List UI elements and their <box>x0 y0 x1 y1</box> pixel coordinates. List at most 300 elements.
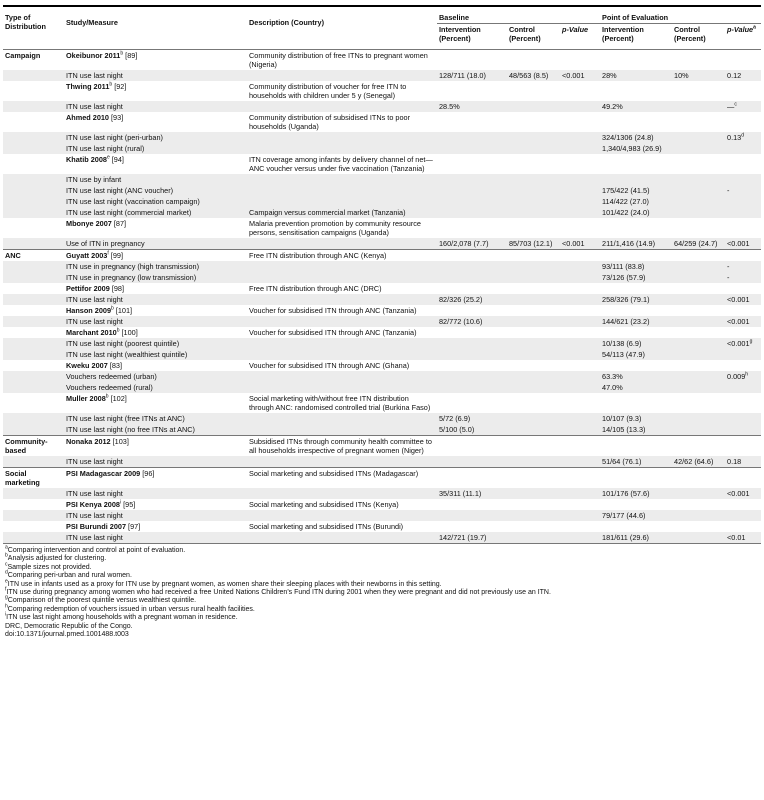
poe-pvalue <box>725 424 761 436</box>
empty-cell <box>560 154 600 174</box>
measure-description <box>247 70 437 81</box>
pvalue-text: <0.001 <box>727 295 750 304</box>
empty-cell <box>725 499 761 510</box>
poe-control: 10% <box>672 70 725 81</box>
empty-cell <box>672 327 725 338</box>
itn-distribution-table <box>3 7 761 543</box>
measure-label: ITN use last night <box>64 532 247 543</box>
study-name <box>64 154 247 174</box>
measure-label: Vouchers redeemed (rural) <box>64 382 247 393</box>
baseline-intervention <box>437 510 507 521</box>
study-name <box>64 393 247 413</box>
empty-cell <box>3 272 64 283</box>
baseline-intervention: 142/721 (19.7) <box>437 532 507 543</box>
study-description: Social marketing with/without free ITN distribution through ANC: randomised controlled trial (Burkina Faso) <box>249 394 431 412</box>
baseline-control <box>507 456 560 468</box>
study-name <box>64 81 247 101</box>
measure-row <box>3 456 761 468</box>
baseline-intervention <box>437 143 507 154</box>
baseline-pvalue <box>560 532 600 543</box>
study-title: Okeibunor 2011 <box>66 51 121 60</box>
baseline-pvalue <box>560 132 600 143</box>
measure-label: ITN use last night (peri-urban) <box>64 132 247 143</box>
footnote-text: Comparison of the poorest quintile versus wealthiest quintile. <box>7 597 197 605</box>
empty-cell <box>600 81 672 101</box>
measure-row <box>3 349 761 360</box>
empty-cell <box>3 261 64 272</box>
pvalue-text: — <box>727 102 735 111</box>
empty-cell <box>437 327 507 338</box>
empty-cell <box>507 154 560 174</box>
study-description: ITN coverage among infants by delivery channel of net—ANC voucher versus under five vaccination (Tanzania) <box>249 155 433 173</box>
empty-cell <box>600 305 672 316</box>
distribution-type <box>3 305 64 316</box>
baseline-intervention: 128/711 (18.0) <box>437 70 507 81</box>
empty-cell <box>507 250 560 262</box>
study-title: Nonaka 2012 <box>66 437 111 446</box>
study-reference: [95] <box>123 500 136 509</box>
study-name <box>64 436 247 457</box>
empty-cell <box>437 112 507 132</box>
empty-cell <box>725 393 761 413</box>
measure-row <box>3 132 761 143</box>
baseline-intervention: 82/772 (10.6) <box>437 316 507 327</box>
poe-pvalue <box>725 532 761 543</box>
measure-description <box>247 261 437 272</box>
baseline-intervention: 35/311 (11.1) <box>437 488 507 499</box>
measure-description <box>247 196 437 207</box>
poe-pvalue <box>725 174 761 185</box>
empty-cell <box>725 305 761 316</box>
study-reference: [101] <box>115 306 133 315</box>
poe-pvalue <box>725 207 761 218</box>
empty-cell <box>507 81 560 101</box>
study-name <box>64 499 247 510</box>
footnote-marker: g <box>5 595 8 602</box>
empty-cell <box>560 250 600 262</box>
measure-row <box>3 532 761 543</box>
baseline-pvalue <box>560 316 600 327</box>
footnote <box>5 578 761 589</box>
study-reference: [97] <box>128 522 141 531</box>
empty-cell <box>3 196 64 207</box>
empty-cell <box>3 316 64 327</box>
baseline-control <box>507 371 560 382</box>
study-name <box>64 468 247 489</box>
pvalue-text: 0.18 <box>727 457 742 466</box>
poe-control <box>672 316 725 327</box>
empty-cell <box>600 393 672 413</box>
study-name <box>64 50 247 71</box>
study-row <box>3 436 761 457</box>
baseline-pvalue <box>560 261 600 272</box>
poe-control <box>672 510 725 521</box>
study-name <box>64 218 247 238</box>
pvalue-text: <0.01 <box>727 533 746 542</box>
empty-cell <box>600 360 672 371</box>
study-title: PSI Madagascar 2009 <box>66 469 141 478</box>
measure-description <box>247 382 437 393</box>
study-row <box>3 305 761 316</box>
poe-intervention: 28% <box>600 70 672 81</box>
footnote <box>5 561 761 572</box>
study-description: Community distribution of free ITNs to pregnant women (Nigeria) <box>247 50 437 71</box>
empty-cell <box>437 283 507 294</box>
empty-cell <box>600 436 672 457</box>
poe-intervention: 93/111 (83.8) <box>600 261 672 272</box>
study-reference: [98] <box>111 284 125 293</box>
footnote-marker: f <box>107 250 109 257</box>
measure-description <box>247 238 437 250</box>
study-name <box>64 305 247 316</box>
footnotes <box>3 544 761 639</box>
footnote-marker: c <box>5 561 8 568</box>
table-body <box>3 50 761 544</box>
baseline-intervention <box>437 272 507 283</box>
baseline-control <box>507 101 560 112</box>
pvalue-text: - <box>727 262 730 271</box>
poe-control <box>672 132 725 143</box>
study-name <box>64 360 247 371</box>
baseline-pvalue <box>560 349 600 360</box>
baseline-intervention <box>437 185 507 196</box>
measure-description: Campaign versus commercial market (Tanzania) <box>247 207 437 218</box>
distribution-type <box>3 154 64 174</box>
footnote-marker: i <box>5 611 7 618</box>
empty-cell <box>725 154 761 174</box>
empty-cell <box>437 250 507 262</box>
empty-cell <box>560 327 600 338</box>
poe-intervention: 101/176 (57.6) <box>600 488 672 499</box>
empty-cell <box>560 112 600 132</box>
footnote-text: doi:10.1371/journal.pmed.1001488.t003 <box>5 631 129 639</box>
empty-cell <box>672 50 725 71</box>
poe-control <box>672 196 725 207</box>
poe-control <box>672 294 725 305</box>
distribution-type <box>3 521 64 532</box>
measure-label: Vouchers redeemed (urban) <box>64 371 247 382</box>
pvalue-text: <0.001 <box>727 317 750 326</box>
measure-row <box>3 238 761 250</box>
baseline-control <box>507 185 560 196</box>
measure-row <box>3 316 761 327</box>
empty-cell <box>600 521 672 532</box>
measure-description <box>247 413 437 424</box>
baseline-control <box>507 174 560 185</box>
empty-cell <box>672 360 725 371</box>
baseline-intervention <box>437 382 507 393</box>
baseline-intervention: 28.5% <box>437 101 507 112</box>
baseline-control: 48/563 (8.5) <box>507 70 560 81</box>
empty-cell <box>672 436 725 457</box>
study-title: PSI Burundi 2007 <box>66 522 127 531</box>
measure-label: ITN use last night (ANC voucher) <box>64 185 247 196</box>
empty-cell <box>3 294 64 305</box>
poe-control <box>672 143 725 154</box>
poe-control <box>672 261 725 272</box>
study-description: Voucher for subsidised ITN through ANC (Tanzania) <box>249 328 417 337</box>
baseline-pvalue <box>560 196 600 207</box>
baseline-intervention: 5/100 (5.0) <box>437 424 507 436</box>
baseline-intervention <box>437 371 507 382</box>
study-reference: [99] <box>110 251 123 260</box>
empty-cell <box>3 132 64 143</box>
pvalue-text: <0.001 <box>727 239 750 248</box>
poe-pvalue <box>725 70 761 81</box>
poe-control <box>672 488 725 499</box>
empty-cell <box>725 112 761 132</box>
empty-cell <box>600 283 672 294</box>
empty-cell <box>3 413 64 424</box>
poe-control <box>672 371 725 382</box>
footnote-text: Comparing redemption of vouchers issued in urban versus rural health facilities. <box>7 605 255 613</box>
measure-row <box>3 510 761 521</box>
distribution-type: Social marketing <box>3 468 64 489</box>
empty-cell <box>672 499 725 510</box>
empty-cell <box>600 468 672 489</box>
footnote-text: Sample sizes not provided. <box>7 563 92 571</box>
poe-intervention: 101/422 (24.0) <box>600 207 672 218</box>
measure-label: ITN use last night (wealthiest quintile) <box>64 349 247 360</box>
study-title: Guyatt 2003 <box>66 251 108 260</box>
empty-cell <box>600 50 672 71</box>
study-row <box>3 468 761 489</box>
measure-row <box>3 371 761 382</box>
study-name <box>64 327 247 338</box>
empty-cell <box>507 50 560 71</box>
baseline-pvalue <box>560 207 600 218</box>
poe-intervention: 324/1306 (24.8) <box>600 132 672 143</box>
study-title: Thwing 2011 <box>66 82 110 91</box>
footnote-text: Comparing peri-urban and rural women. <box>7 572 132 580</box>
footnote-marker: b <box>120 50 124 57</box>
header-baseline-control: Control (Percent) <box>509 25 541 43</box>
poe-pvalue <box>725 338 761 349</box>
empty-cell <box>672 521 725 532</box>
poe-intervention: 49.2% <box>600 101 672 112</box>
footnote <box>5 611 761 622</box>
header-poe-control: Control (Percent) <box>674 25 706 43</box>
measure-label: ITN use last night <box>64 510 247 521</box>
poe-intervention: 144/621 (23.2) <box>600 316 672 327</box>
empty-cell <box>725 250 761 262</box>
poe-control <box>672 272 725 283</box>
study-reference: [102] <box>110 394 127 403</box>
measure-label: ITN use in pregnancy (high transmission) <box>64 261 247 272</box>
empty-cell <box>437 154 507 174</box>
study-description: Subsidised ITNs through community health committee to all households irrespective of pregnant women (Niger) <box>247 436 437 457</box>
baseline-control <box>507 532 560 543</box>
baseline-intervention <box>437 261 507 272</box>
measure-description <box>247 132 437 143</box>
empty-cell <box>437 393 507 413</box>
baseline-control <box>507 261 560 272</box>
measure-description <box>247 272 437 283</box>
baseline-control <box>507 424 560 436</box>
poe-pvalue <box>725 196 761 207</box>
poe-pvalue <box>725 371 761 382</box>
empty-cell <box>672 393 725 413</box>
empty-cell <box>507 521 560 532</box>
pvalue-text: <0.001 <box>727 489 750 498</box>
measure-row <box>3 143 761 154</box>
baseline-control <box>507 272 560 283</box>
footnote <box>5 623 761 631</box>
poe-pvalue <box>725 382 761 393</box>
footnote <box>5 597 761 605</box>
footnote-marker: i <box>119 499 122 506</box>
empty-cell <box>725 283 761 294</box>
pvalue-text: - <box>727 186 730 195</box>
measure-label: ITN use last night (vaccination campaign) <box>64 196 247 207</box>
study-title: Marchant 2010 <box>66 328 117 337</box>
measure-description <box>247 294 437 305</box>
header-baseline-pvalue: p-Value <box>562 25 589 34</box>
empty-cell <box>507 305 560 316</box>
study-row <box>3 360 761 371</box>
empty-cell <box>507 499 560 510</box>
study-reference: [100] <box>121 328 138 337</box>
empty-cell <box>507 283 560 294</box>
header-point-of-evaluation: Point of Evaluation <box>600 7 761 24</box>
measure-label: ITN use by infant <box>64 174 247 185</box>
measure-row <box>3 101 761 112</box>
empty-cell <box>507 112 560 132</box>
pvalue-text: 0.12 <box>727 71 742 80</box>
empty-cell <box>672 218 725 238</box>
baseline-pvalue <box>560 382 600 393</box>
empty-cell <box>560 81 600 101</box>
baseline-control: 85/703 (12.1) <box>507 238 560 250</box>
baseline-pvalue <box>560 338 600 349</box>
measure-row <box>3 70 761 81</box>
poe-pvalue <box>725 101 761 112</box>
measure-description <box>247 371 437 382</box>
study-title: PSI Kenya 2008 <box>66 500 120 509</box>
study-title: Kweku 2007 <box>66 361 108 370</box>
measure-description <box>247 424 437 436</box>
measure-description <box>247 456 437 468</box>
poe-pvalue <box>725 272 761 283</box>
poe-intervention: 47.0% <box>600 382 672 393</box>
empty-cell <box>560 468 600 489</box>
pvalue-text: <0.001 <box>727 339 750 348</box>
baseline-control <box>507 382 560 393</box>
empty-cell <box>560 50 600 71</box>
empty-cell <box>725 521 761 532</box>
baseline-pvalue <box>560 272 600 283</box>
footnote-marker: c <box>734 101 737 108</box>
header-poe-intervention: Intervention (Percent) <box>602 25 644 43</box>
measure-row <box>3 272 761 283</box>
measure-label: ITN use last night <box>64 70 247 81</box>
empty-cell <box>560 521 600 532</box>
footnote-text: Comparing intervention and control at point of evaluation. <box>7 547 186 554</box>
baseline-pvalue: <0.001 <box>560 70 600 81</box>
footnote <box>5 555 761 563</box>
empty-cell <box>725 81 761 101</box>
measure-row <box>3 196 761 207</box>
measure-label: ITN use in pregnancy (low transmission) <box>64 272 247 283</box>
study-reference: [93] <box>111 113 124 122</box>
poe-control <box>672 349 725 360</box>
study-title: Muller 2008 <box>66 394 106 403</box>
measure-label: ITN use last night <box>64 101 247 112</box>
baseline-intervention <box>437 196 507 207</box>
measure-description <box>247 143 437 154</box>
poe-pvalue <box>725 510 761 521</box>
empty-cell <box>600 499 672 510</box>
study-description: Malaria prevention promotion by community resource persons, sensitisation campaigns (Uganda) <box>249 219 421 237</box>
measure-label: ITN use last night <box>64 316 247 327</box>
baseline-control <box>507 132 560 143</box>
header-baseline: Baseline <box>437 7 600 24</box>
empty-cell <box>437 499 507 510</box>
baseline-pvalue <box>560 185 600 196</box>
poe-pvalue <box>725 488 761 499</box>
empty-cell <box>560 283 600 294</box>
header-study: Study/Measure <box>66 18 118 27</box>
measure-label: ITN use last night (free ITNs at ANC) <box>64 413 247 424</box>
distribution-type <box>3 327 64 338</box>
empty-cell <box>725 436 761 457</box>
measure-row <box>3 424 761 436</box>
poe-intervention: 211/1,416 (14.9) <box>600 238 672 250</box>
poe-intervention <box>600 174 672 185</box>
footnote-text: DRC, Democratic Republic of the Congo. <box>5 622 133 630</box>
empty-cell <box>3 143 64 154</box>
poe-pvalue <box>725 132 761 143</box>
empty-cell <box>3 371 64 382</box>
header-poe-pvalue: p-Value$^a$ <box>727 24 756 34</box>
study-reference: [83] <box>109 361 122 370</box>
empty-cell <box>507 360 560 371</box>
empty-cell <box>600 327 672 338</box>
baseline-intervention <box>437 456 507 468</box>
empty-cell <box>3 488 64 499</box>
poe-pvalue <box>725 456 761 468</box>
study-description: Voucher for subsidised ITN through ANC (Ghana) <box>249 361 410 370</box>
baseline-pvalue <box>560 424 600 436</box>
footnote <box>5 603 761 614</box>
empty-cell <box>3 424 64 436</box>
measure-description <box>247 174 437 185</box>
baseline-intervention <box>437 174 507 185</box>
footnote-marker: d <box>741 132 745 139</box>
bottom-rule <box>3 543 761 544</box>
footnote-marker: b <box>5 553 8 560</box>
footnote <box>5 631 761 639</box>
footnote-marker: b <box>109 81 113 88</box>
measure-row <box>3 261 761 272</box>
study-title: Mbonye 2007 <box>66 219 112 228</box>
empty-cell <box>560 436 600 457</box>
empty-cell <box>507 327 560 338</box>
footnote-text: ITN use in infants used as a proxy for ITN use by pregnant women, as women share their sleeping places with their newborns in this setting. <box>7 580 442 588</box>
baseline-control <box>507 143 560 154</box>
study-title: Khatib 2008 <box>66 155 107 164</box>
distribution-type <box>3 393 64 413</box>
empty-cell <box>3 238 64 250</box>
header-baseline-intervention: Intervention (Percent) <box>439 25 481 43</box>
empty-cell <box>3 532 64 543</box>
empty-cell <box>3 510 64 521</box>
poe-intervention: 54/113 (47.9) <box>600 349 672 360</box>
poe-pvalue <box>725 261 761 272</box>
empty-cell <box>672 468 725 489</box>
measure-label: ITN use last night (poorest quintile) <box>64 338 247 349</box>
study-description: Community distribution of voucher for free ITN to households with children under 5 y (Senegal) <box>249 82 407 100</box>
